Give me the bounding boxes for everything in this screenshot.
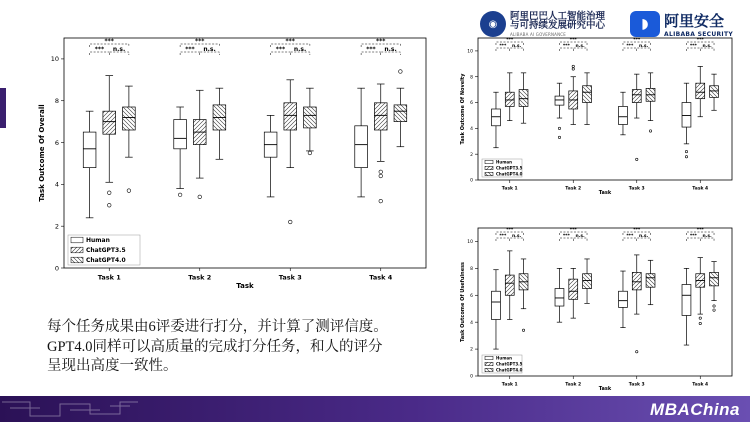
box-human (355, 88, 368, 197)
significance-label: *** (696, 37, 704, 43)
y-tick-label: 4 (54, 180, 59, 189)
significance-label: *** (562, 233, 570, 239)
box-iqr (583, 86, 592, 103)
significance-label: *** (696, 227, 704, 233)
x-tick-label: Task 4 (369, 273, 393, 282)
outlier-point (178, 193, 182, 197)
box-human (682, 268, 691, 345)
legend-swatch (485, 166, 493, 169)
significance-label: n.s. (702, 233, 712, 239)
box-iqr (555, 289, 564, 306)
x-tick-label: Task 3 (628, 186, 645, 192)
box-iqr (646, 274, 655, 287)
significance-label: n.s. (112, 45, 126, 53)
y-axis-label: Task Outcome Of Novelty (460, 73, 466, 145)
y-tick-label: 8 (470, 75, 473, 81)
caption-line-3: 呈现出高度一致性。 (47, 358, 178, 374)
box-iqr (555, 96, 564, 105)
outlier-point (699, 322, 701, 324)
box-chatgpt35 (505, 251, 514, 320)
y-tick-label: 10 (50, 55, 59, 64)
plot-frame (64, 38, 426, 268)
x-axis-label: Task (598, 386, 612, 392)
box-chatgpt35 (632, 255, 641, 353)
significance-label: n.s. (702, 43, 712, 49)
box-human (174, 107, 187, 197)
significance-label: *** (366, 45, 376, 53)
legend-label: ChatGPT4.0 (496, 367, 523, 373)
outlier-point (572, 68, 574, 70)
box-chatgpt40 (213, 88, 226, 159)
ai-governance-emblem-icon: ◉ (480, 11, 506, 37)
novelty-boxplot-chart (456, 36, 738, 196)
outlier-point (713, 305, 715, 307)
box-iqr (682, 285, 691, 316)
significance-label: *** (499, 43, 507, 49)
significance-label: *** (626, 233, 634, 239)
legend-label: ChatGPT3.5 (496, 165, 523, 171)
box-chatgpt35 (193, 90, 206, 198)
y-tick-label: 2 (54, 222, 59, 231)
box-chatgpt40 (710, 262, 719, 312)
box-iqr (619, 291, 628, 307)
box-iqr (505, 92, 514, 106)
significance-label: *** (626, 43, 634, 49)
significance-label: n.s. (293, 45, 307, 53)
outlier-point (379, 199, 383, 203)
outlier-point (399, 70, 403, 74)
usefulness-boxplot-chart (456, 226, 738, 392)
box-iqr (123, 107, 136, 130)
significance-label: n.s. (203, 45, 216, 53)
x-tick-label: Task 4 (692, 186, 709, 192)
significance-label: *** (562, 43, 570, 49)
box-human (619, 271, 628, 328)
box-iqr (505, 275, 514, 295)
significance-label: *** (689, 233, 697, 239)
significance-label: *** (499, 233, 507, 239)
y-tick-label: 2 (470, 152, 473, 158)
significance-label: *** (104, 37, 114, 45)
outlier-point (198, 195, 202, 199)
overall-boxplot-chart (34, 34, 434, 290)
box-chatgpt40 (583, 259, 592, 303)
plot-frame (478, 38, 732, 180)
x-tick-label: Task 2 (188, 273, 212, 282)
significance-label: n.s. (575, 43, 585, 49)
box-chatgpt40 (123, 86, 136, 192)
y-tick-label: 6 (54, 138, 59, 147)
legend-swatch (485, 356, 493, 359)
box-chatgpt35 (374, 84, 387, 203)
y-tick-label: 4 (470, 126, 473, 132)
box-iqr (304, 107, 317, 128)
outlier-point (699, 317, 701, 319)
significance-label: *** (506, 37, 514, 43)
box-human (264, 115, 277, 197)
outlier-point (379, 174, 383, 178)
outlier-point (127, 189, 131, 193)
y-tick-label: 10 (467, 49, 473, 55)
box-chatgpt35 (696, 66, 705, 116)
outlier-point (636, 351, 638, 353)
box-chatgpt35 (284, 80, 297, 224)
box-iqr (519, 90, 528, 107)
x-tick-label: Task 2 (565, 186, 582, 192)
x-tick-label: Task 1 (501, 186, 518, 192)
legend-label: Human (86, 237, 110, 245)
significance-label: *** (569, 227, 577, 233)
outlier-point (558, 127, 560, 129)
y-axis-label: Task Outcome Of Usefulness (460, 261, 466, 343)
significance-label: n.s. (511, 43, 522, 49)
caption-line-1: 每个任务成果由6评委进行打分，并计算了测评信度。 (47, 319, 388, 335)
legend-label: Human (496, 355, 512, 361)
legend-swatch (71, 237, 83, 243)
box-chatgpt40 (646, 73, 655, 132)
y-tick-label: 6 (470, 293, 473, 299)
alibaba-security-en-name: ALIBABA SECURITY (664, 31, 734, 38)
outlier-point (685, 150, 687, 152)
legend-label: ChatGPT4.0 (86, 257, 126, 265)
box-chatgpt40 (583, 73, 592, 125)
caption-line-2: GPT4.0同样可以高质量的完成打分任务，和人的评分 (47, 338, 383, 355)
outlier-point (107, 191, 111, 195)
significance-label: n.s. (511, 233, 522, 239)
outlier-point (379, 170, 383, 174)
legend-label: ChatGPT3.5 (496, 361, 523, 367)
box-iqr (284, 103, 297, 130)
y-tick-label: 8 (54, 97, 59, 106)
legend-swatch (485, 172, 493, 175)
significance-label: *** (376, 37, 386, 45)
box-human (555, 83, 564, 138)
box-chatgpt40 (646, 260, 655, 304)
significance-label: n.s. (638, 233, 649, 239)
significance-label: n.s. (638, 43, 649, 49)
plot-frame (478, 228, 732, 376)
x-tick-label: Task 1 (97, 273, 121, 282)
significance-label: *** (195, 37, 205, 45)
box-iqr (355, 126, 368, 168)
x-axis-label: Task (236, 282, 254, 290)
ai-governance-cn-name: 阿里巴巴人工智能治理 (510, 10, 606, 22)
legend-label: Human (496, 159, 512, 165)
significance-label: *** (569, 37, 577, 43)
legend-swatch (485, 160, 493, 163)
outlier-point (288, 220, 292, 224)
outlier-point (713, 309, 715, 311)
slide-caption (47, 318, 437, 377)
significance-label: *** (633, 37, 641, 43)
box-iqr (710, 272, 719, 285)
box-chatgpt40 (394, 70, 407, 147)
outlier-point (308, 151, 312, 155)
outlier-point (558, 136, 560, 138)
box-iqr (619, 106, 628, 124)
left-accent-bar (0, 88, 6, 128)
significance-label: *** (275, 45, 286, 53)
y-tick-label: 10 (467, 240, 473, 246)
outlier-point (107, 203, 111, 207)
box-chatgpt35 (569, 268, 578, 318)
outlier-point (636, 158, 638, 160)
box-chatgpt35 (505, 73, 514, 121)
box-iqr (103, 111, 116, 134)
box-chatgpt35 (632, 74, 641, 160)
significance-label: *** (94, 45, 105, 53)
significance-label: *** (689, 43, 697, 49)
box-chatgpt35 (569, 65, 578, 124)
outlier-point (649, 130, 651, 132)
significance-label: *** (506, 227, 514, 233)
box-human (492, 270, 501, 349)
box-iqr (632, 272, 641, 289)
box-iqr (710, 86, 719, 98)
box-human (682, 83, 691, 158)
box-iqr (696, 83, 705, 98)
box-chatgpt35 (103, 76, 116, 207)
y-tick-label: 2 (470, 347, 473, 353)
x-tick-label: Task 3 (278, 273, 302, 282)
outlier-point (522, 329, 524, 331)
y-tick-label: 0 (470, 178, 473, 184)
x-tick-label: Task 3 (628, 382, 645, 388)
box-chatgpt35 (696, 258, 705, 325)
y-axis-label: Task Outcome Of Overall (38, 104, 46, 202)
x-tick-label: Task 4 (692, 382, 709, 388)
box-iqr (569, 279, 578, 299)
box-human (83, 111, 96, 218)
legend (482, 159, 523, 177)
box-iqr (492, 291, 501, 319)
box-chatgpt40 (519, 73, 528, 123)
outlier-point (572, 65, 574, 67)
outlier-point (685, 156, 687, 158)
significance-label: n.s. (575, 233, 585, 239)
box-chatgpt40 (519, 259, 528, 332)
legend (482, 355, 523, 373)
legend-swatch (485, 362, 493, 365)
y-tick-label: 8 (470, 266, 473, 272)
box-iqr (682, 103, 691, 128)
box-chatgpt40 (710, 74, 719, 110)
box-iqr (374, 103, 387, 130)
box-iqr (394, 105, 407, 122)
significance-label: *** (185, 45, 195, 53)
y-tick-label: 6 (470, 101, 473, 107)
box-iqr (583, 274, 592, 289)
significance-label: *** (633, 227, 641, 233)
significance-label: *** (285, 37, 295, 45)
box-iqr (174, 120, 187, 149)
box-human (619, 92, 628, 135)
ai-governance-en-name: ALIBABA AI GOVERNANCE (510, 31, 567, 37)
significance-label: n.s. (384, 45, 397, 53)
x-tick-label: Task 2 (565, 382, 582, 388)
box-iqr (83, 132, 96, 168)
legend-swatch (71, 257, 83, 263)
y-tick-label: 0 (470, 374, 473, 380)
legend-label: ChatGPT3.5 (86, 247, 126, 255)
y-tick-label: 0 (54, 264, 59, 273)
box-human (492, 92, 501, 148)
alibaba-security-cn-name: 阿里安全 (664, 12, 725, 30)
legend (68, 235, 140, 265)
box-chatgpt40 (304, 88, 317, 155)
legend-swatch (71, 247, 83, 253)
legend-label: ChatGPT4.0 (496, 171, 523, 177)
footer-pattern (0, 398, 140, 420)
legend-swatch (485, 368, 493, 371)
ai-governance-cn-name-2: 与可持续发展研究中心 (510, 20, 606, 31)
x-axis-label: Task (598, 190, 612, 196)
alibaba-security-emblem-icon: ◗ (630, 11, 660, 37)
x-tick-label: Task 1 (501, 382, 518, 388)
box-iqr (632, 90, 641, 103)
mbachina-watermark: MBAChina (650, 400, 740, 419)
box-human (555, 268, 564, 322)
y-tick-label: 4 (470, 320, 473, 326)
box-iqr (492, 109, 501, 126)
